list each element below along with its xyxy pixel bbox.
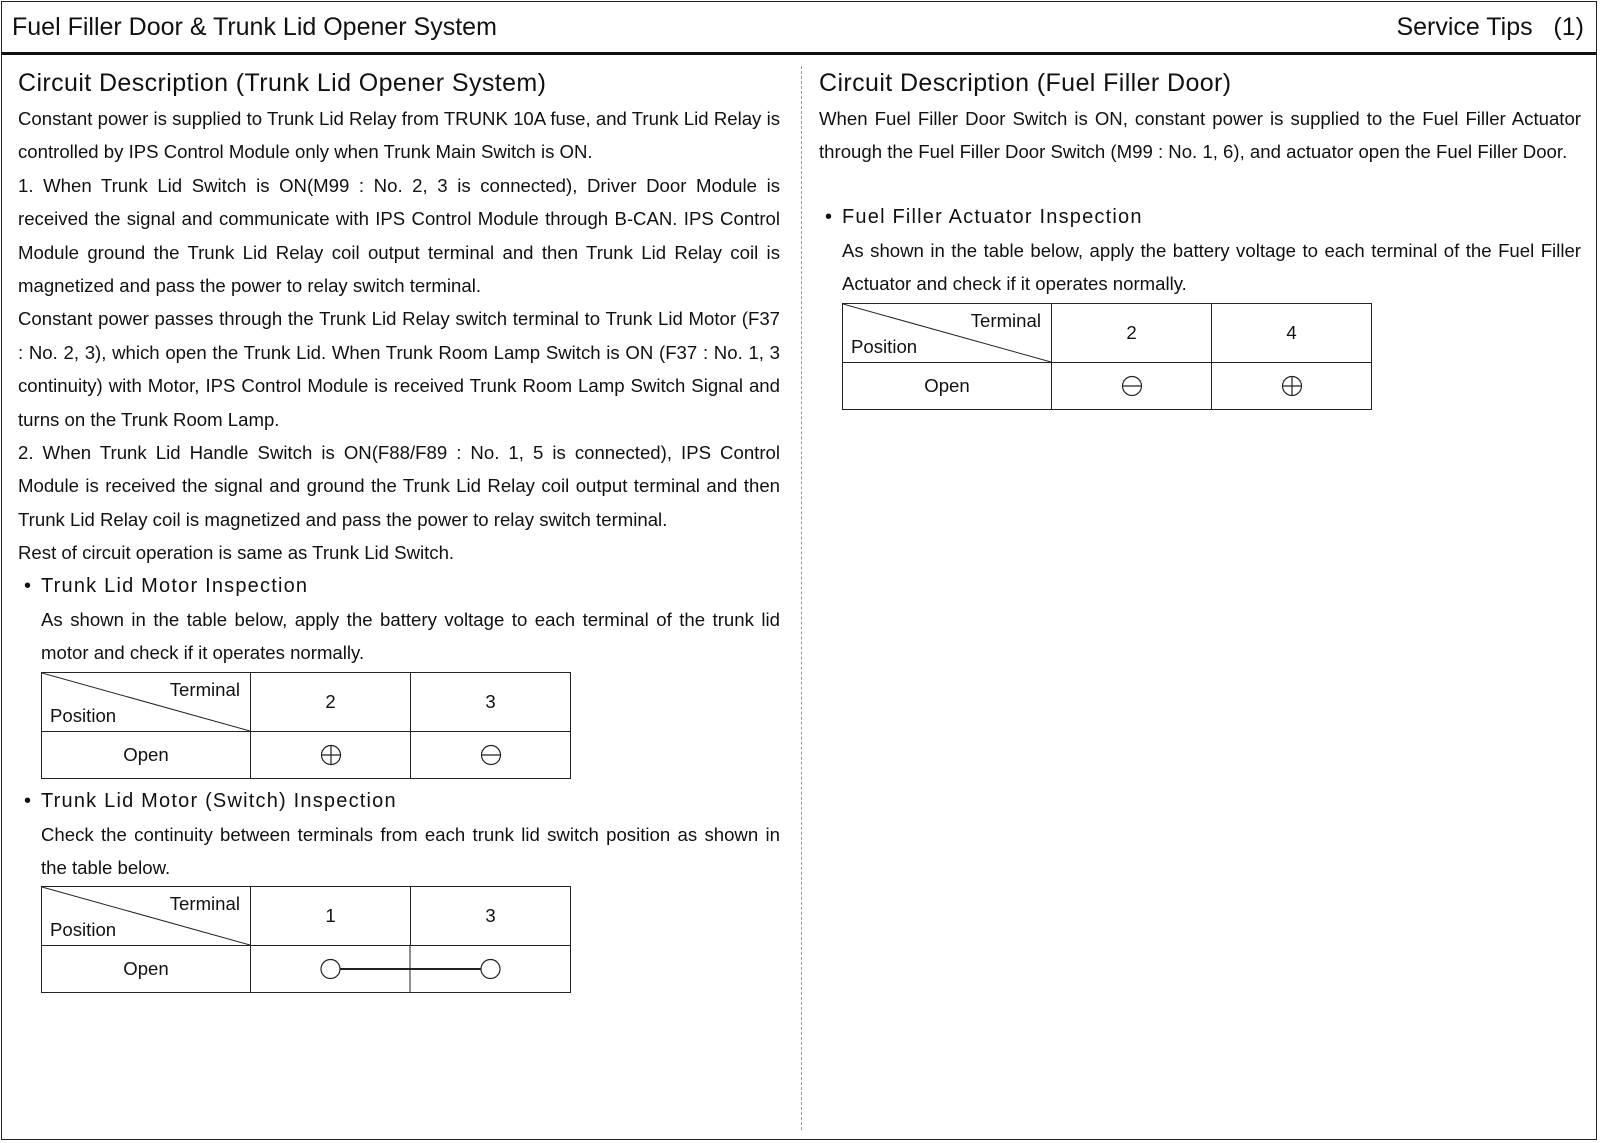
table-header-diagonal-cell [843,303,1052,362]
table-header-diagonal-cell [42,887,251,946]
position-row-label: Open [42,731,251,778]
terminal-column-header: 2 [1052,303,1212,362]
terminal-cell [251,731,411,778]
terminal-cell [411,731,571,778]
page [1,1,1597,1140]
terminal-column-header: 3 [411,672,571,731]
right-paragraph-1: When Fuel Filler Door Switch is ON, constant power is supplied to the Fuel Filler Actuator through the Fuel Filler Door Switch (M99 : No. 1, 6), and actuator open the Fuel Filler Door. [819,108,1581,163]
right-section-title: Circuit Description (Fuel Filler Door) [819,69,1232,97]
section-label: Service Tips (1) [1396,13,1584,41]
position-label: Position [50,919,117,941]
actuator-inspection-heading [819,201,1581,234]
minus-circle-icon [1121,375,1143,397]
actuator-inspection-heading-text: Fuel Filler Actuator Inspection [842,205,1143,228]
plus-circle-icon [320,744,342,766]
terminal-column-header: 4 [1212,303,1372,362]
left-paragraph-5: Rest of circuit operation is same as Trunk Lid Switch. [18,542,455,564]
bullet-icon: • [24,789,33,812]
motor-inspection-table [41,672,571,779]
switch-inspection-text: Check the continuity between terminals from each trunk lid switch position as shown in the table below. [41,823,780,878]
terminal-column-header: 3 [411,887,571,946]
continuity-line-icon [251,946,569,992]
position-row-label: Open [42,946,251,993]
table-header-diagonal-cell [42,672,251,731]
terminal-label: Terminal [169,678,240,700]
left-paragraph-2: 1. When Trunk Lid Switch is ON(M99 : No. 2, 3 is connected), Driver Door Module is received the signal and communicate with IPS Control Module through B-CAN. IPS Control Module ground the Trunk Lid Relay coil output terminal and then Trunk Lid Relay coil is magnetized and pass the power to relay switch terminal. [18,174,780,297]
terminal-column-header: 1 [251,887,411,946]
terminal-label: Terminal [169,893,240,915]
actuator-inspection-table [842,303,1372,410]
position-label: Position [851,335,918,357]
motor-inspection-heading-text: Trunk Lid Motor Inspection [41,574,309,597]
terminal-cell [1212,362,1372,409]
switch-inspection-heading [18,785,780,818]
terminal-column-header: 2 [251,672,411,731]
column-divider [801,66,802,1130]
switch-inspection-table [41,886,571,993]
right-column [819,66,1581,410]
terminal-label: Terminal [970,309,1041,331]
left-section-title: Circuit Description (Trunk Lid Opener System) [18,69,547,97]
motor-inspection-text: As shown in the table below, apply the battery voltage to each terminal of the trunk lid motor and check if it operates normally. [41,608,780,664]
page-title: Fuel Filler Door & Trunk Lid Opener System [12,13,497,41]
actuator-inspection-text: As shown in the table below, apply the battery voltage to each terminal of the Fuel Filler Actuator and check if it operates normally. [842,239,1581,295]
continuity-cell [251,946,571,993]
switch-inspection-heading-text: Trunk Lid Motor (Switch) Inspection [41,789,397,812]
bullet-icon: • [825,205,834,228]
plus-circle-icon [1281,375,1303,397]
position-row-label: Open [843,362,1052,409]
position-label: Position [50,704,117,726]
terminal-cell [1052,362,1212,409]
left-paragraph-4: 2. When Trunk Lid Handle Switch is ON(F88/F89 : No. 1, 5 is connected), IPS Control Module is received the signal and ground the Trunk Lid Relay coil output terminal and then Trunk Lid Relay coil is magnetized and pass the power to relay switch terminal. [18,442,780,530]
left-paragraph-3: Constant power passes through the Trunk Lid Relay switch terminal to Trunk Lid Motor (F37 : No. 2, 3), which open the Trunk Lid. When Trunk Room Lamp Switch is ON (F37 : No. 1, 3 continuity) with Motor, IPS Control Module is received Trunk Room Lamp Switch Signal and turns on the Trunk Room Lamp. [18,308,780,430]
left-paragraph-1: Constant power is supplied to Trunk Lid Relay from TRUNK 10A fuse, and Trunk Lid Relay is controlled by IPS Control Module only when Trunk Main Switch is ON. [18,108,780,163]
minus-circle-icon [480,744,502,766]
motor-inspection-heading [18,570,780,603]
page-header [2,2,1596,55]
left-column [18,66,780,993]
bullet-icon: • [24,574,33,597]
